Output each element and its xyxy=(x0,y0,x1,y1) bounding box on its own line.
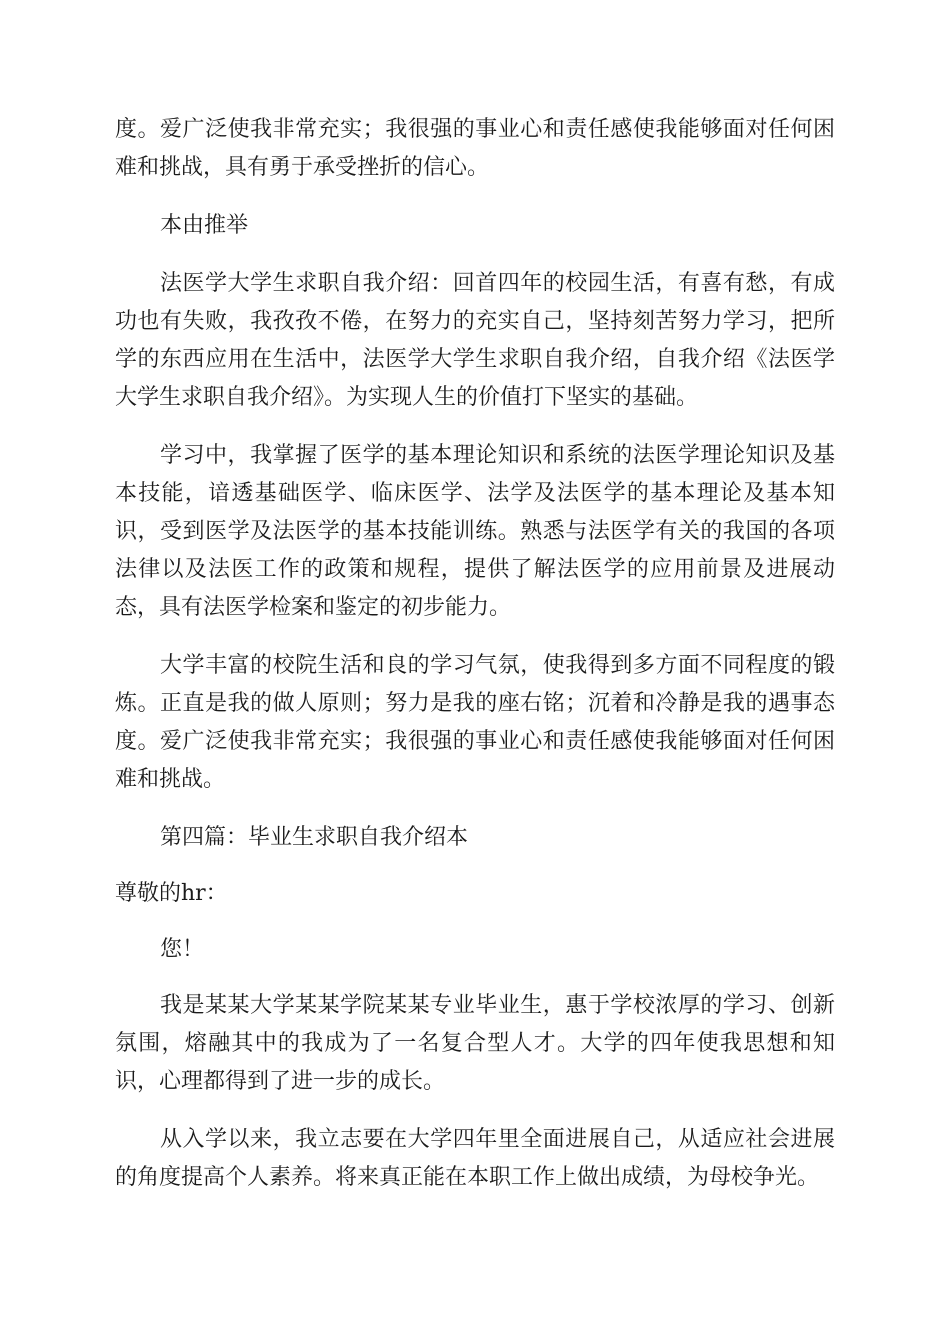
paragraph-self-intro: 我是某某大学某某学院某某专业毕业生，惠于学校浓厚的学习、创新氛围，熔融其中的我成为了一名复合型人才。大学的四年使我思想和知识，心理都得到了进一步的成长。 xyxy=(115,993,835,1094)
greeting: 您！ xyxy=(160,937,205,962)
paragraph-intro: 法医学大学生求职自我介绍：回首四年的校园生活，有喜有愁，有成功也有失败，我孜孜不倦，在努力的充实自己，坚持刻苦努力学习，把所学的东西应用在生活中，法医学大学生求职自我介绍，自我介绍《法医学大学生求职自我介绍》。为实现人生的价值打下坚实的基础。 xyxy=(115,271,835,410)
section-heading: 第四篇：毕业生求职自我介绍本 xyxy=(160,825,469,850)
paragraph-goals: 从入学以来，我立志要在大学四年里全面进展自己，从适应社会进展的角度提高个人素养。将来真正能在本职工作上做出成绩，为母校争光。 xyxy=(115,1127,835,1190)
paragraph-study: 学习中，我掌握了医学的基本理论知识和系统的法医学理论知识及基本技能，谙透基础医学、临床医学、法学及法医学的基本理论及基本知识，受到医学及法医学的基本技能训练。熟悉与法医学有关的我国的各项法律以及法医工作的政策和规程，提供了解法医学的应用前景及进展动态，具有法医学检案和鉴定的初步能力。 xyxy=(115,443,835,620)
paragraph-continuation: 度。爱广泛使我非常充实；我很强的事业心和责任感使我能够面对任何困难和挑战，具有勇于承受挫折的信心。 xyxy=(115,117,835,180)
paragraph-campus-life: 大学丰富的校院生活和良的学习气氛，使我得到多方面不同程度的锻炼。正直是我的做人原则；努力是我的座右铭；沉着和冷静是我的遇事态度。爱广泛使我非常充实；我很强的事业心和责任感使我能够面对任何困难和挑战。 xyxy=(115,653,835,792)
salutation: 尊敬的hr： xyxy=(115,881,228,906)
paragraph-note: 本由推举 xyxy=(160,213,249,238)
document-body xyxy=(115,111,835,1217)
